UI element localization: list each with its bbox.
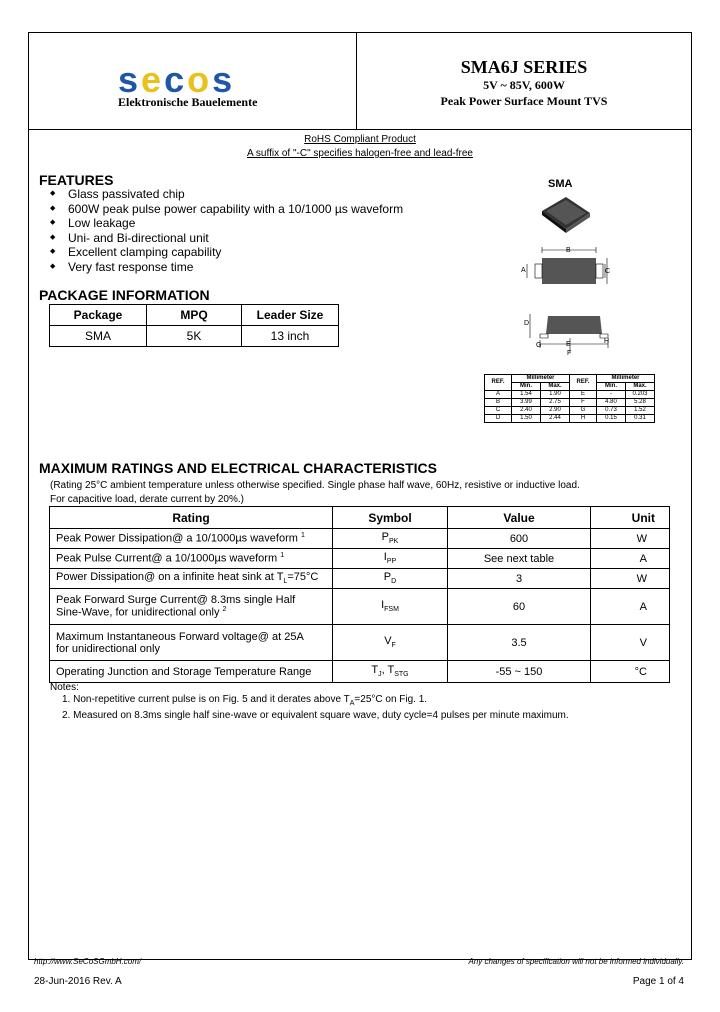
value: 60: [448, 589, 591, 625]
dim-e-label: E: [566, 341, 571, 348]
cell: 1.54: [512, 391, 541, 399]
leader-size-value: 13 inch: [242, 326, 339, 347]
cell: C: [485, 407, 512, 415]
mm-header: Millimeter: [597, 375, 655, 383]
value: 3: [448, 569, 591, 589]
table-row: [50, 529, 670, 549]
cell: 0.203: [626, 391, 655, 399]
notes-title: Notes:: [50, 682, 79, 693]
cell: 4.80: [597, 399, 626, 407]
package-3d-drawing: [536, 195, 596, 235]
cell: 3.99: [512, 399, 541, 407]
rating-text: Power Dissipation@ on a infinite heat sink at T: [56, 571, 284, 584]
symbol-mid: , T: [381, 664, 395, 677]
temp-value: =75°C: [287, 571, 319, 584]
value: 600: [448, 529, 591, 549]
symbol-sub: J: [378, 671, 382, 679]
dim-c-label: C: [605, 268, 611, 275]
feature-item: ◆ 600W peak pulse power capability with a 10/1000 µs waveform: [50, 202, 403, 217]
symbol: V: [384, 635, 392, 648]
dim-d-label: D: [524, 320, 530, 327]
symbol-sub: PP: [386, 558, 397, 566]
table-row: [485, 415, 655, 423]
temp-sub: L: [283, 578, 288, 586]
feature-item: ◆ Uni- and Bi-directional unit: [50, 231, 403, 246]
value: See next table: [448, 549, 591, 569]
value-header: Value: [448, 507, 591, 529]
dimension-table: [484, 374, 655, 423]
mpq-header: MPQ: [147, 305, 242, 326]
note-1-sub: A: [349, 700, 355, 707]
cell: H: [570, 415, 597, 423]
halogen-free-line: A suffix of "-C" specifies halogen-free and lead-free: [247, 148, 473, 159]
mpq-value: 5K: [147, 326, 242, 347]
rating-text: Maximum Instantaneous Forward voltage@ at 25A: [56, 630, 304, 643]
value: -55 ~ 150: [448, 661, 591, 683]
cell: 2.44: [541, 415, 570, 423]
sma-package-label: SMA: [548, 178, 573, 190]
table-row: [485, 391, 655, 399]
features-list: [50, 187, 403, 275]
cell: 1.50: [512, 415, 541, 423]
table-row: [50, 625, 670, 661]
cell: A: [485, 391, 512, 399]
package-value: SMA: [50, 326, 147, 347]
rating-text: Peak Pulse Current@ a 10/1000µs waveform: [56, 552, 278, 565]
ratings-table: [49, 506, 670, 683]
table-row: [50, 661, 670, 683]
cell: 1.52: [626, 407, 655, 415]
symbol-sub: FSM: [384, 606, 399, 614]
feature-item: ◆ Excellent clamping capability: [50, 245, 403, 260]
rating-text: Peak Power Dissipation@ a 10/1000µs waveform: [56, 532, 298, 545]
footnote-ref: 2: [222, 606, 227, 614]
features-heading: FEATURES: [39, 172, 114, 188]
unit: A: [591, 549, 670, 569]
cell: F: [570, 399, 597, 407]
symbol-sub: F: [391, 642, 396, 650]
ratings-heading: MAXIMUM RATINGS AND ELECTRICAL CHARACTERISTICS: [39, 460, 437, 476]
rating-text: Peak Forward Surge Current@ 8.3ms single Half: [56, 594, 296, 607]
footnote-ref: 1: [280, 552, 285, 560]
leader-size-header: Leader Size: [242, 305, 339, 326]
cell: 0.73: [597, 407, 626, 415]
table-row: [50, 589, 670, 625]
cell: 0.31: [626, 415, 655, 423]
min-header: Min.: [512, 383, 541, 391]
series-title: SMA6J SERIES: [460, 57, 588, 77]
product-description: Peak Power Surface Mount TVS: [440, 94, 608, 108]
table-row: [485, 399, 655, 407]
table-row: [50, 549, 670, 569]
cell: G: [570, 407, 597, 415]
unit: A: [591, 589, 670, 625]
min-header: Min.: [597, 383, 626, 391]
notes: [50, 682, 569, 722]
value: 3.5: [448, 625, 591, 661]
symbol: T: [371, 664, 379, 677]
dim-h-label: H: [604, 338, 610, 345]
unit-header: Unit: [591, 507, 670, 529]
package-info-heading: PACKAGE INFORMATION: [39, 287, 210, 303]
footnote-ref: 1: [300, 532, 305, 540]
rating-header: Rating: [50, 507, 333, 529]
symbol: I: [381, 599, 385, 612]
unit: V: [591, 625, 670, 661]
symbol: I: [383, 551, 387, 564]
dim-b-label: B: [566, 247, 571, 254]
package-top-view: [515, 244, 615, 292]
dim-a-label: A: [521, 267, 526, 274]
ratings-condition-1: (Rating 25°C ambient temperature unless otherwise specified. Single phase half wave, 60Hz, resistive or inductive load.: [50, 480, 580, 491]
cell: E: [570, 391, 597, 399]
symbol: P: [383, 571, 392, 584]
cell: 5.28: [626, 399, 655, 407]
cell: -: [597, 391, 626, 399]
feature-item: ◆ Low leakage: [50, 216, 403, 231]
rating-text-line2: for unidirectional only: [56, 642, 160, 655]
cell: D: [485, 415, 512, 423]
max-header: Max.: [626, 383, 655, 391]
note-1-tail: =25°C on Fig. 1.: [354, 694, 428, 705]
page-number: Page 1 of 4: [632, 976, 684, 987]
cell: 1.90: [541, 391, 570, 399]
symbol: P: [381, 531, 389, 544]
note-1: 1. Non-repetitive current pulse is on Fig. 5 and it derates above T: [62, 694, 350, 705]
unit: °C: [591, 661, 670, 683]
table-row: [50, 569, 670, 589]
dim-g-label: G: [536, 342, 542, 349]
symbol-sub: PK: [389, 538, 399, 546]
ref-header: REF.: [570, 375, 597, 391]
company-name: Elektronische Bauelemente: [118, 95, 258, 109]
rohs-line: RoHS Compliant Product: [304, 134, 416, 145]
cell: 2.40: [512, 407, 541, 415]
package-table: [49, 304, 339, 347]
max-header: Max.: [541, 383, 570, 391]
feature-item: ◆ Glass passivated chip: [50, 187, 403, 202]
symbol-header: Symbol: [333, 507, 448, 529]
footer-url[interactable]: http://www.SeCoSGmbH.com/: [34, 957, 142, 966]
cell: B: [485, 399, 512, 407]
cell: 2.90: [541, 407, 570, 415]
package-header: Package: [50, 305, 147, 326]
unit: W: [591, 569, 670, 589]
rating-text-line2: Sine-Wave, for unidirectional only: [56, 606, 220, 619]
table-row: [485, 407, 655, 415]
header-divider: [28, 129, 692, 130]
cell: 0.15: [597, 415, 626, 423]
ratings-condition-2: For capacitive load, derate current by 20%.): [50, 494, 244, 505]
symbol-sub-2: STG: [394, 671, 409, 679]
footer-disclaimer: Any changes of specification will not be informed individually.: [468, 957, 684, 966]
voltage-range: 5V ~ 85V, 600W: [483, 78, 565, 92]
rating-text: Operating Junction and Storage Temperature Range: [50, 661, 333, 683]
ref-header: REF.: [485, 375, 512, 391]
note-2: 2. Measured on 8.3ms single half sine-wave or equivalent square wave, duty cycle=4 pulses per minute maximum.: [62, 710, 569, 721]
symbol-sub: D: [391, 578, 397, 586]
mm-header: Millimeter: [512, 375, 570, 383]
feature-item: ◆ Very fast response time: [50, 260, 403, 275]
unit: W: [591, 529, 670, 549]
dim-f-label: F: [567, 350, 572, 357]
company-logo: secos: [118, 59, 236, 100]
cell: 2.75: [541, 399, 570, 407]
footer-date: 28-Jun-2016 Rev. A: [34, 976, 122, 987]
